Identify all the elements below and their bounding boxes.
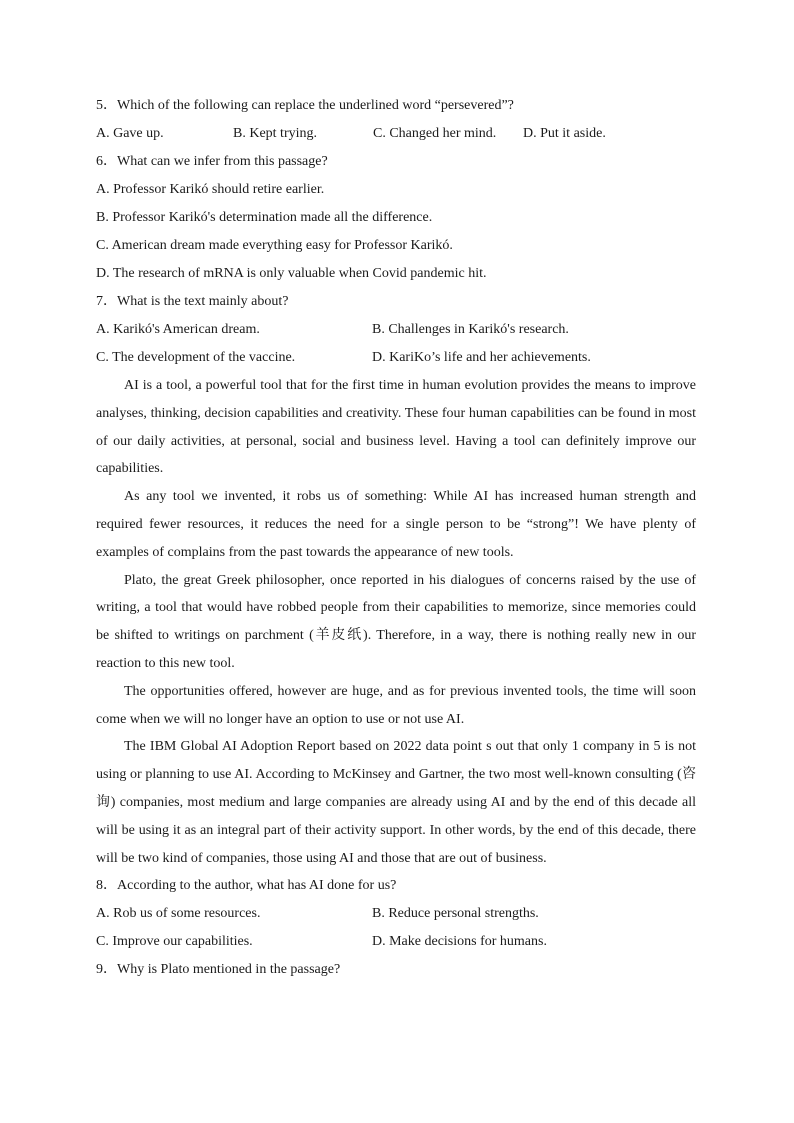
- paragraph-text: Plato, the great Greek philosopher, once reported in his dialogues of concerns raised by the use of writing, a tool that would have robbed people from their capabilities to memorize, since memories could be shifted to writings on parchment (羊皮纸). Therefore, in a way, there is nothing really new in our reaction to this new tool.: [96, 572, 696, 671]
- option-b: B. Professor Karikó's determination made all the difference.: [96, 210, 433, 225]
- passage-paragraph-3: [96, 567, 696, 678]
- option-d: D. KariKo’s life and her achievements.: [372, 350, 591, 365]
- question-9-stem: 9．Why is Plato mentioned in the passage?: [96, 962, 341, 978]
- option-d: D. Put it aside.: [523, 126, 606, 141]
- option-b: B. Reduce personal strengths.: [372, 906, 539, 922]
- option-a: A. Rob us of some resources.: [96, 906, 261, 922]
- passage-paragraph-4: [96, 678, 696, 734]
- passage-paragraph-5: [96, 733, 696, 872]
- question-8-options-row-1: [96, 900, 696, 928]
- question-8-options-row-2: [96, 928, 696, 956]
- option-a: A. Karikó's American dream.: [96, 322, 260, 337]
- option-c: C. Changed her mind.: [373, 126, 497, 141]
- option-b: B. Challenges in Karikó's research.: [372, 322, 569, 337]
- question-7-options-row-1: [96, 316, 696, 344]
- passage-paragraph-1: [96, 372, 696, 483]
- option-c: C. Improve our capabilities.: [96, 934, 253, 950]
- paragraph-text: As any tool we invented, it robs us of something: While AI has increased human strength and required fewer resources, it reduces the need for a single person to be “strong”! We have plenty of examples of complains from the past towards the appearance of new tools.: [96, 489, 696, 560]
- paragraph-text: The opportunities offered, however are huge, and as for previous invented tools, the time will soon come when we will no longer have an option to use or not use AI.: [96, 683, 696, 727]
- option-a: A. Professor Karikó should retire earlier.: [96, 182, 325, 197]
- paragraph-text: The IBM Global AI Adoption Report based on 2022 data point s out that only 1 company in 5 is not using or planning to use AI. According to McKinsey and Gartner, the two most well-known consulting (咨询) companies, most medium and large companies are already using AI and by the end of this decade all will be using it as an integral part of their activity support. In other words, by the end of this decade, there will be two kind of companies, those using AI and those that are out of business.: [96, 739, 696, 866]
- document-page: [96, 92, 696, 984]
- passage-paragraph-2: [96, 483, 696, 566]
- option-c: C. The development of the vaccine.: [96, 350, 296, 365]
- question-7-stem: 7．What is the text mainly about?: [96, 294, 289, 309]
- question-5-options: [96, 120, 696, 148]
- paragraph-text: AI is a tool, a powerful tool that for the first time in human evolution provides the means to improve analyses, thinking, decision capabilities and creativity. These four human capabilities can be found in most of our daily activities, at personal, social and business level. Having a tool can definitely improve our capabilities.: [96, 378, 696, 477]
- option-c: C. American dream made everything easy for Professor Karikó.: [96, 238, 453, 253]
- question-8-stem: 8．According to the author, what has AI done for us?: [96, 878, 397, 894]
- option-b: B. Kept trying.: [233, 126, 317, 141]
- question-7-options-row-2: [96, 344, 696, 372]
- option-a: A. Gave up.: [96, 126, 164, 141]
- question-5-stem: 5．Which of the following can replace the underlined word “persevered”?: [96, 98, 514, 113]
- option-d: D. The research of mRNA is only valuable when Covid pandemic hit.: [96, 266, 487, 281]
- option-d: D. Make decisions for humans.: [372, 934, 547, 950]
- question-6-stem: 6．What can we infer from this passage?: [96, 154, 328, 169]
